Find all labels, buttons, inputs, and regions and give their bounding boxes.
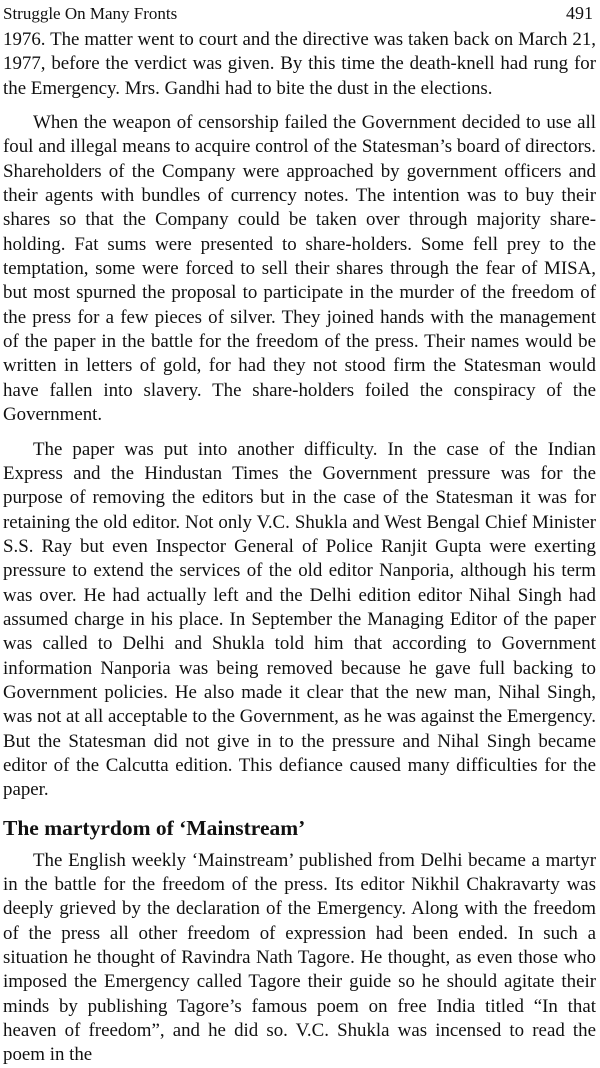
running-head xyxy=(3,0,596,28)
section-heading: The martyrdom of ‘Mainstream’ xyxy=(3,815,306,840)
paragraph-statesman-board: When the weapon of censorship failed the Government decided to use all foul and illegal means to acquire control of the Statesman’s board of directors. Shareholders of the Company were approached by government officers and their agents with bundles of currency notes. The intention was to buy their shares so that the Company could be taken over through majority share-holding. Fat sums were presented to share-holders. Some fell prey to the temptation, some were forced to sell their shares through the fear of MISA, but most spurned the proposal to participate in the murder of the freedom of the press for a few pieces of silver. They joined hands with the management of the paper in the battle for the freedom of the press. Their names would be written in letters of gold, for had they not stood firm the Statesman would have fallen into slavery. The share-holders foiled the conspiracy of the Government. xyxy=(3,112,596,426)
paragraph-mainstream: The English weekly ‘Mainstream’ published from Delhi became a martyr in the battle for the freedom of the press. Its editor Nikhil Chakravarty was deeply grieved by the declaration of the Emergency. Along with the freedom of the press all other freedom of expression had been ended. In such a situation he thought of Ravindra Nath Tagore. He thought, as even those who imposed the Emergency called Tagore their guide so he should agitate their minds by publishing Tagore’s famous poem on free India titled “In that heaven of freedom”, and he did so. V.C. Shukla was incensed to read the poem in the xyxy=(3,849,596,1066)
paragraph-continuation: 1976. The matter went to court and the directive was taken back on March 21, 1977, before the verdict was given. By this time the death-knell had rung for the Emergency. Mrs. Gandhi had to bite the dust in the elections. xyxy=(3,29,596,99)
running-title: Struggle On Many Fronts xyxy=(3,4,178,23)
paragraph-statesman-editor: The paper was put into another difficulty. In the case of the Indian Express and the Hindustan Times the Government pressure was for the purpose of removing the editors but in the case of the Statesman it was for retaining the old editor. Not only V.C. Shukla and West Bengal Chief Minister S.S. Ray but even Inspector General of Police Ranjit Gupta were exerting pressure to extend the services of the old editor Nanporia, although his term was over. He had actually left and the Delhi edition editor Nihal Singh had assumed charge in his place. In September the Managing Editor of the paper was called to Delhi and Shukla told him that according to Government information Nanporia was being removed because he gave full backing to Government policies. He also made it clear that the new man, Nihal Singh, was not at all acceptable to the Government, as he was against the Emergency. But the Statesman did not give in to the pressure and Nihal Singh became editor of the Calcutta edition. This defiance caused many difficulties for the paper. xyxy=(3,438,596,801)
page-number: 491 xyxy=(566,3,593,23)
